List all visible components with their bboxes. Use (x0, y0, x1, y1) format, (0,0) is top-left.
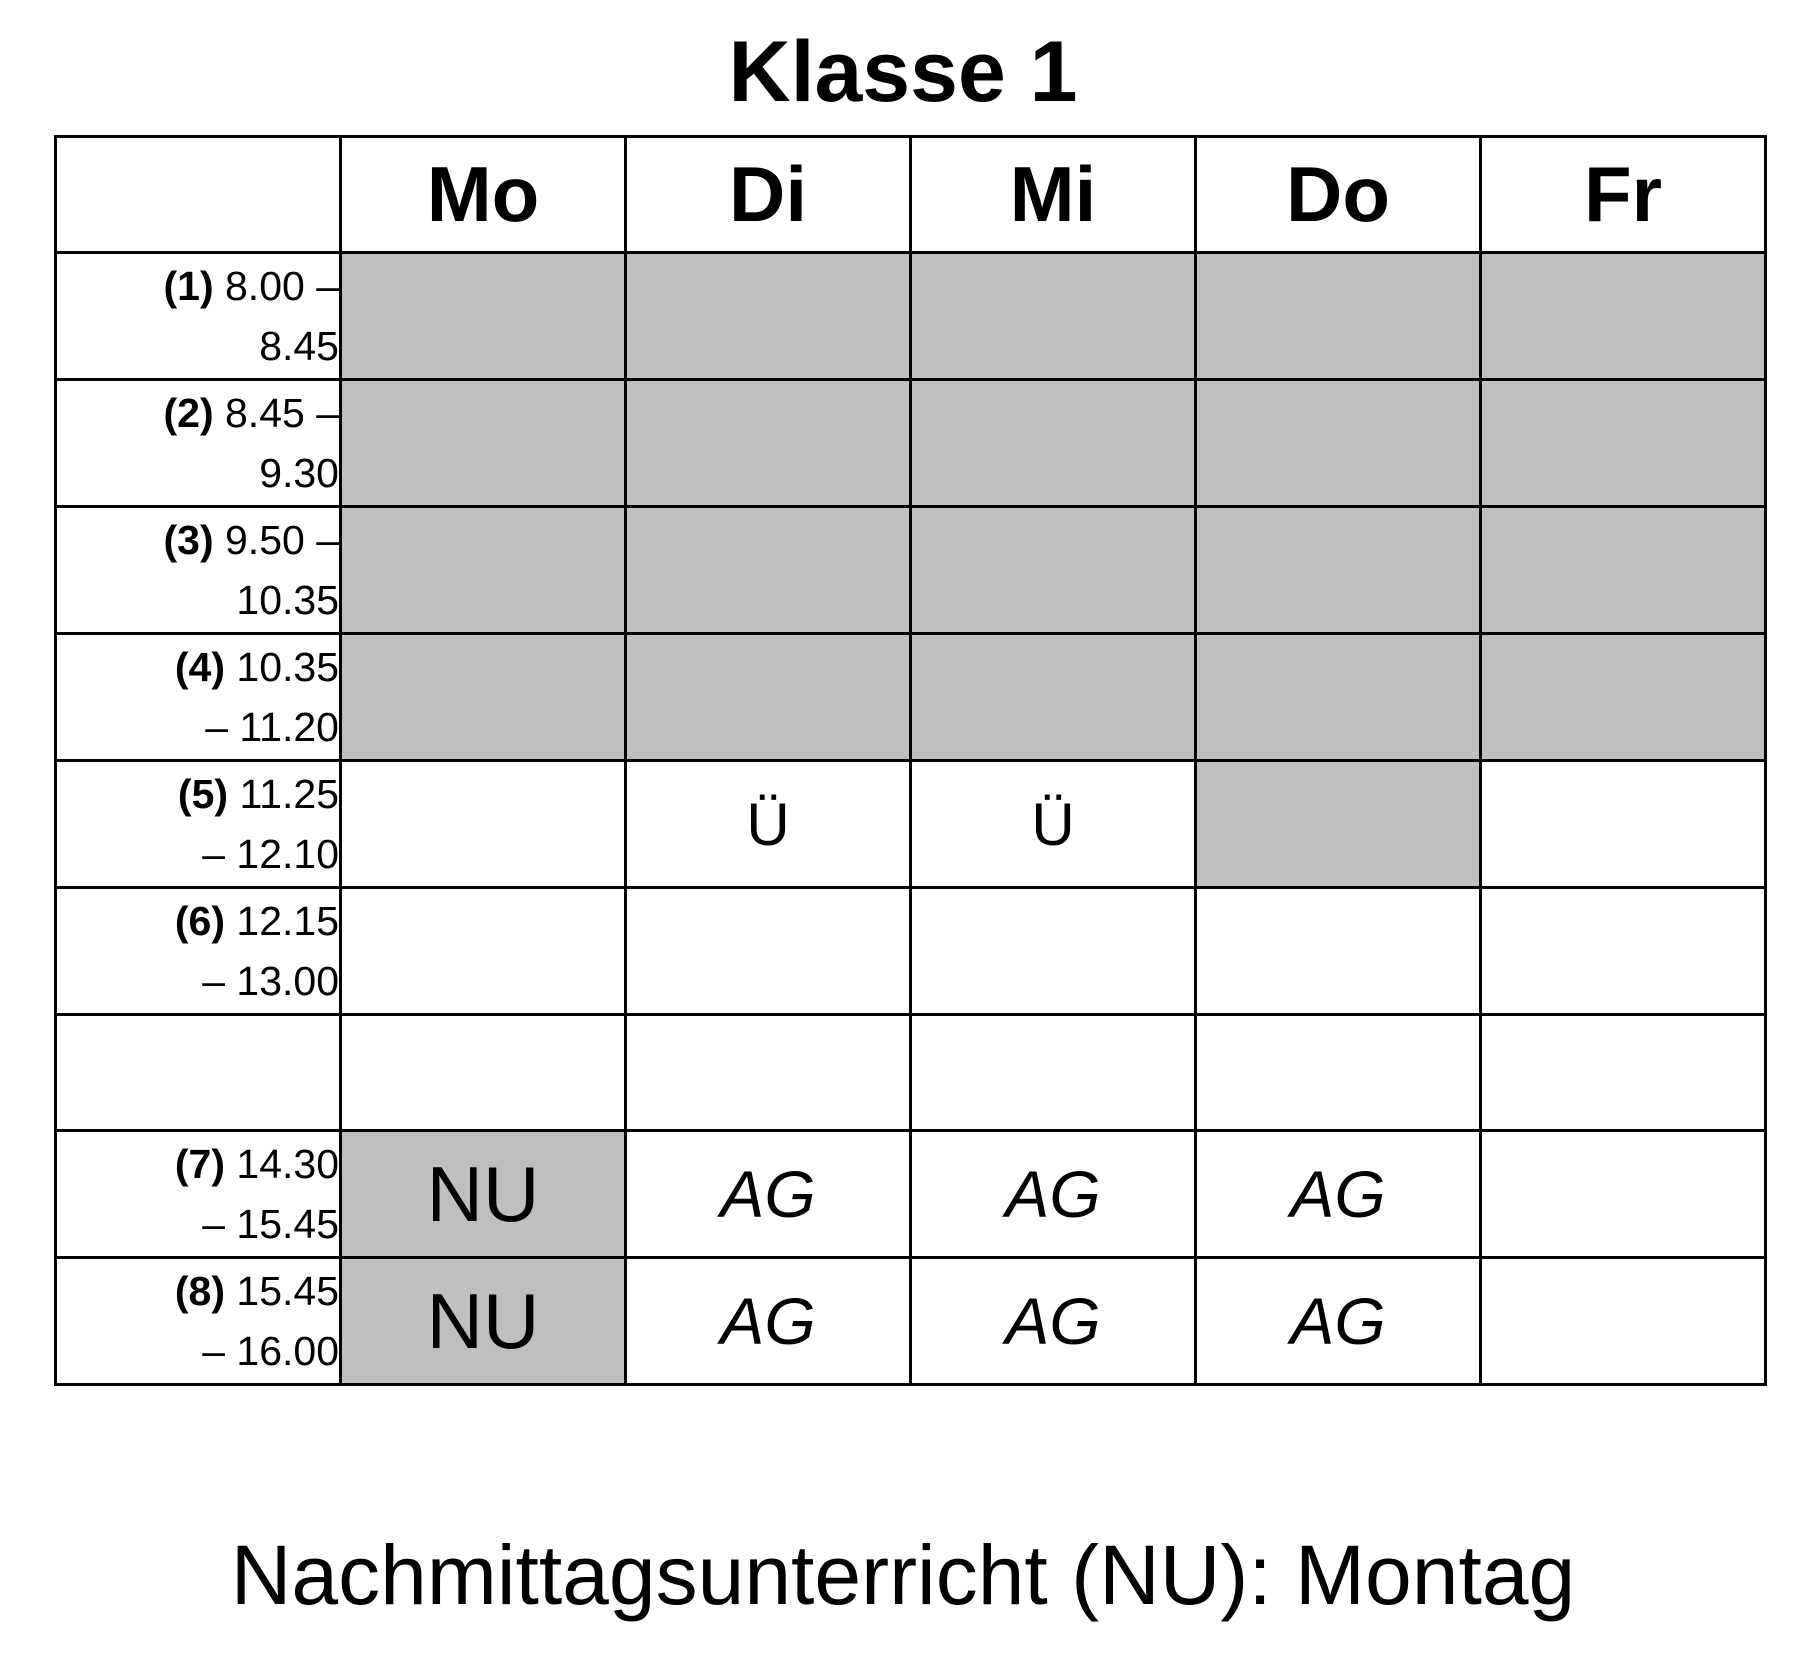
period-start-time: 14.30 (236, 1141, 339, 1187)
period-number: (7) (174, 1141, 225, 1187)
slot-do (1196, 1258, 1481, 1385)
period-number: (1) (163, 263, 214, 309)
slot-di (626, 888, 911, 1015)
slot-do (1196, 634, 1481, 761)
slot-do (1196, 380, 1481, 507)
slot-mo (341, 1258, 626, 1385)
slot-label: AG (1290, 1284, 1386, 1358)
footer-note: Nachmittagsunterricht (NU): Montag (230, 1528, 1576, 1622)
period-number: (4) (174, 644, 225, 690)
slot-mi (911, 1131, 1196, 1258)
period-start-time: 8.00 – (225, 263, 339, 309)
slot-do (1196, 1131, 1481, 1258)
period-time-cell (56, 507, 341, 634)
table-row (56, 253, 1766, 380)
corner-cell (56, 137, 341, 253)
table-row (56, 761, 1766, 888)
slot-mo (341, 634, 626, 761)
slot-di (626, 1131, 911, 1258)
slot-label: AG (1290, 1157, 1386, 1231)
table-row (56, 1258, 1766, 1385)
slot-mi (911, 253, 1196, 380)
period-time-cell (56, 761, 341, 888)
slot-mi (911, 634, 1196, 761)
period-number: (2) (163, 390, 214, 436)
slot-fr (1481, 1258, 1766, 1385)
header-row (56, 137, 1766, 253)
slot-label: AG (1005, 1284, 1101, 1358)
slot-label: NU (426, 1149, 540, 1238)
timetable (54, 135, 1767, 1386)
slot-di (626, 253, 911, 380)
period-end-time: – 13.00 (202, 958, 339, 1004)
slot-mo (341, 1131, 626, 1258)
period-number: (8) (174, 1268, 225, 1314)
period-time-cell (56, 1015, 341, 1131)
slot-mo (341, 507, 626, 634)
slot-mo (341, 380, 626, 507)
period-start-time: 8.45 – (225, 390, 339, 436)
slot-mi (911, 888, 1196, 1015)
day-header-di: Di (626, 137, 911, 253)
slot-label: AG (1005, 1157, 1101, 1231)
period-number: (5) (177, 771, 229, 817)
period-start-time: 10.35 (236, 644, 339, 690)
slot-label: AG (720, 1284, 816, 1358)
period-end-time: 9.30 (259, 450, 339, 496)
slot-label: NU (426, 1276, 540, 1365)
slot-fr (1481, 253, 1766, 380)
period-time-cell (56, 634, 341, 761)
slot-di (626, 634, 911, 761)
slot-fr (1481, 888, 1766, 1015)
slot-label: Ü (746, 790, 790, 858)
period-time-cell (56, 380, 341, 507)
slot-mo (341, 761, 626, 888)
period-start-time: 15.45 (236, 1268, 339, 1314)
period-time-cell (56, 1131, 341, 1258)
table-row (56, 1015, 1766, 1131)
slot-fr (1481, 1015, 1766, 1131)
slot-fr (1481, 1131, 1766, 1258)
slot-di (626, 507, 911, 634)
slot-di (626, 1015, 911, 1131)
period-start-time: 12.15 (236, 898, 339, 944)
slot-mi (911, 507, 1196, 634)
day-header-do: Do (1196, 137, 1481, 253)
slot-di (626, 761, 911, 888)
slot-label: AG (720, 1157, 816, 1231)
slot-di (626, 380, 911, 507)
slot-fr (1481, 634, 1766, 761)
period-start-time: 11.25 (239, 771, 339, 817)
period-number: (3) (163, 517, 214, 563)
table-row (56, 507, 1766, 634)
page-title: Klasse 1 (728, 24, 1078, 120)
slot-do (1196, 761, 1481, 888)
period-end-time: – 15.45 (202, 1201, 339, 1247)
slot-mi (911, 1258, 1196, 1385)
slot-mi (911, 380, 1196, 507)
period-end-time: 10.35 (236, 577, 339, 623)
period-time-cell (56, 253, 341, 380)
slot-do (1196, 253, 1481, 380)
slot-mo (341, 1015, 626, 1131)
slot-fr (1481, 761, 1766, 888)
table-row (56, 380, 1766, 507)
table-row (56, 888, 1766, 1015)
period-start-time: 9.50 – (225, 517, 339, 563)
day-header-mo: Mo (341, 137, 626, 253)
slot-mi (911, 1015, 1196, 1131)
slot-do (1196, 1015, 1481, 1131)
period-end-time: – 16.00 (202, 1328, 339, 1374)
period-time-cell (56, 888, 341, 1015)
table-row (56, 634, 1766, 761)
slot-fr (1481, 380, 1766, 507)
table-row (56, 1131, 1766, 1258)
period-end-time: 8.45 (259, 323, 339, 369)
period-end-time: – 11.20 (205, 704, 339, 750)
slot-label: Ü (1031, 790, 1075, 858)
slot-mo (341, 888, 626, 1015)
timetable-body (56, 253, 1766, 1385)
slot-mi (911, 761, 1196, 888)
slot-do (1196, 507, 1481, 634)
slot-do (1196, 888, 1481, 1015)
slot-fr (1481, 507, 1766, 634)
slot-mo (341, 253, 626, 380)
day-header-fr: Fr (1481, 137, 1766, 253)
period-number: (6) (174, 898, 225, 944)
period-time-cell (56, 1258, 341, 1385)
day-header-mi: Mi (911, 137, 1196, 253)
slot-di (626, 1258, 911, 1385)
period-end-time: – 12.10 (202, 831, 339, 877)
